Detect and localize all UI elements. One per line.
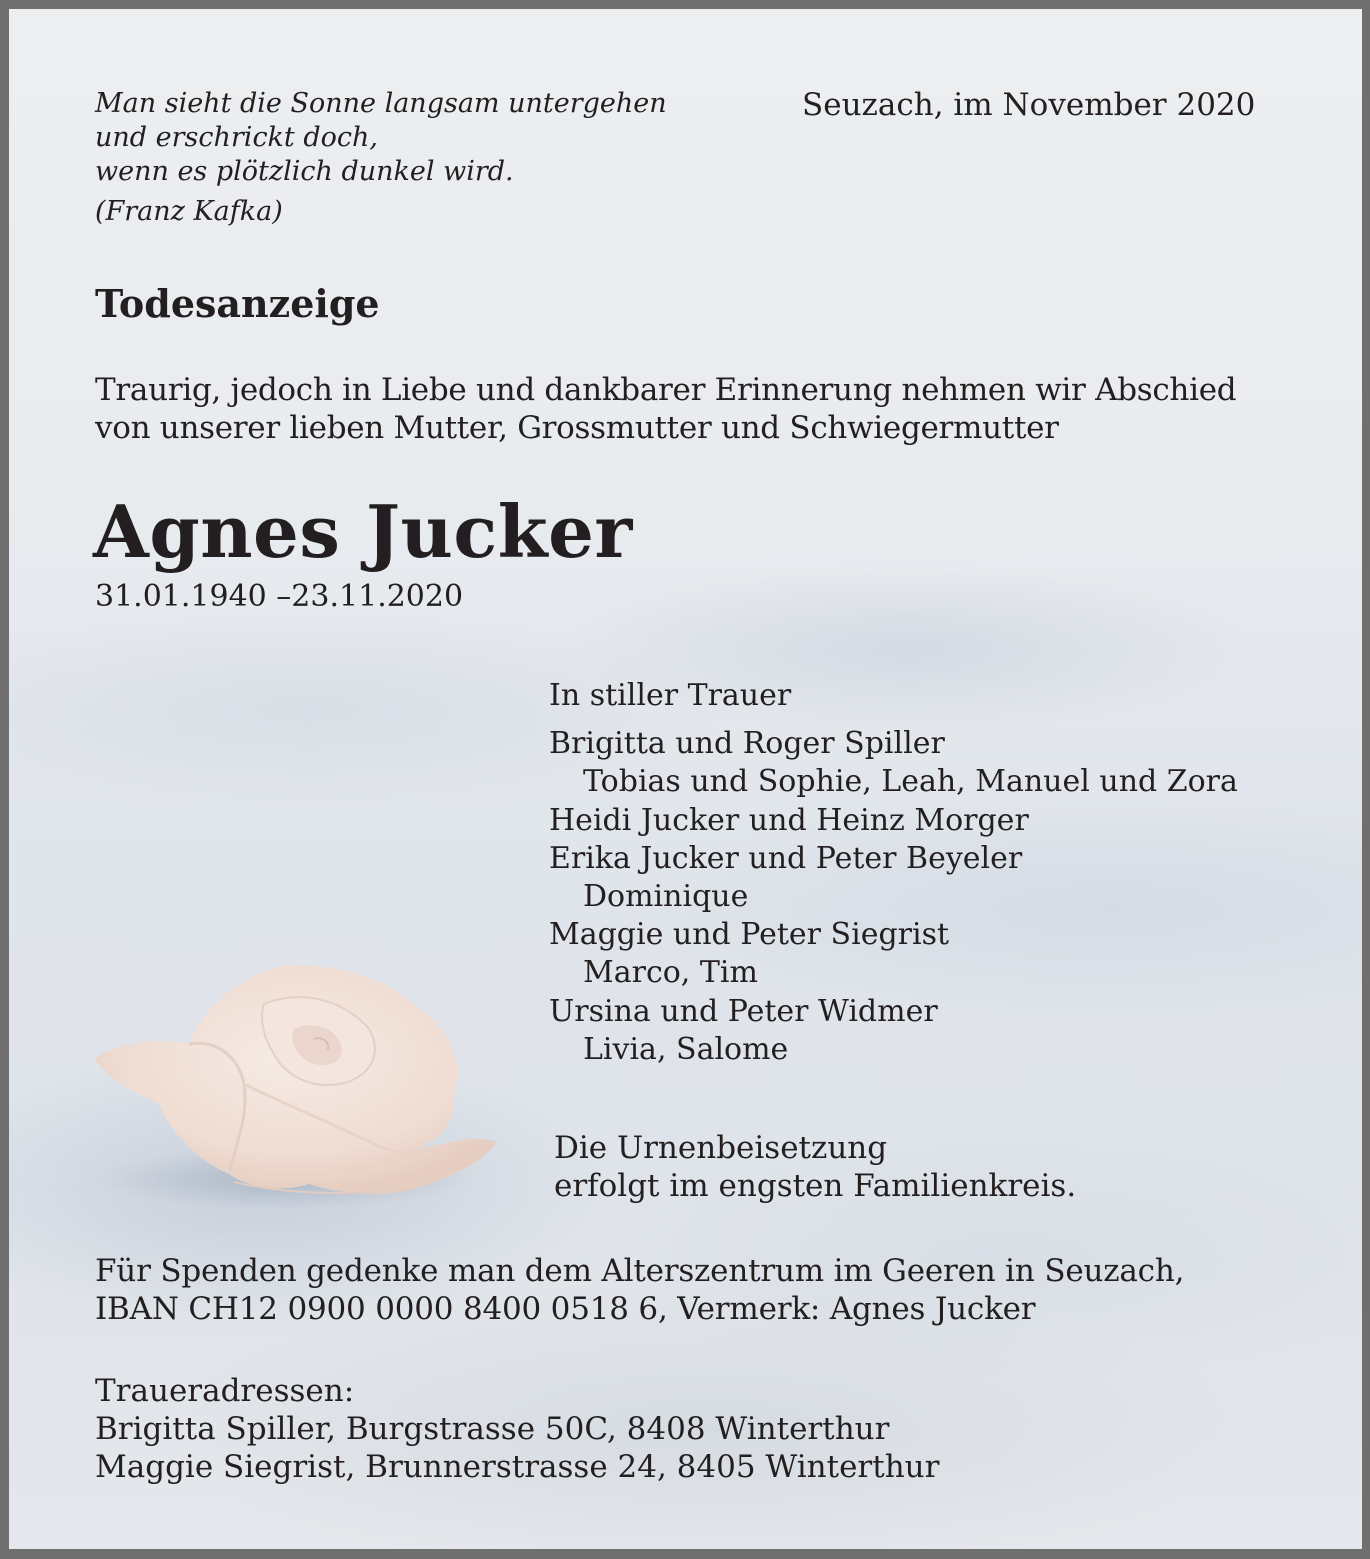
burial-line: erfolgt im engsten Familienkreis. (554, 1168, 1077, 1204)
notice-title: Todesanzeige (95, 281, 380, 326)
mourner-line: Heidi Jucker und Heinz Morger (549, 802, 1029, 838)
obituary-sheet (9, 9, 1362, 1549)
mourner-line: Ursina und Peter Widmer (549, 993, 938, 1029)
quote-author: (Franz Kafka) (95, 196, 283, 227)
mourner-line: Erika Jucker und Peter Beyeler (549, 840, 1023, 876)
quote-line: Man sieht die Sonne langsam untergehen (95, 88, 667, 119)
mourner-line: Brigitta und Roger Spiller (549, 726, 945, 762)
addresses-heading: Traueradressen: (95, 1373, 355, 1409)
intro-text (95, 371, 1236, 447)
donation-line: IBAN CH12 0900 0000 8400 0518 6, Vermerk: Agnes Jucker (95, 1291, 1036, 1327)
mourner-line: Livia, Salome (583, 1031, 789, 1067)
rose-image (84, 944, 504, 1214)
donation-line: Für Spenden gedenke man dem Alterszentrum im Geeren in Seuzach, (95, 1253, 1185, 1289)
burial-notice (554, 1129, 1076, 1205)
kafka-quote (95, 87, 667, 229)
mourners-list (549, 677, 1238, 1069)
mourning-addresses (95, 1372, 939, 1486)
burial-line: Die Urnenbeisetzung (554, 1130, 888, 1166)
quote-line: und erschrickt doch, (95, 122, 378, 153)
life-dates: 31.01.1940 –23.11.2020 (95, 579, 464, 614)
mourners-heading: In stiller Trauer (549, 678, 792, 713)
quote-line: wenn es plötzlich dunkel wird. (95, 156, 514, 187)
deceased-name: Agnes Jucker (93, 489, 633, 574)
address-line: Maggie Siegrist, Brunnerstrasse 24, 8405 Winterthur (95, 1449, 940, 1485)
intro-line: von unserer lieben Mutter, Grossmutter und Schwiegermutter (95, 410, 1059, 446)
place-date: Seuzach, im November 2020 (802, 87, 1256, 123)
mourner-line: Dominique (583, 879, 749, 915)
mourner-line: Maggie und Peter Siegrist (549, 917, 950, 953)
donation-info (95, 1252, 1184, 1328)
mourner-line: Marco, Tim (583, 955, 758, 991)
address-line: Brigitta Spiller, Burgstrasse 50C, 8408 Winterthur (95, 1411, 890, 1447)
intro-line: Traurig, jedoch in Liebe und dankbarer Erinnerung nehmen wir Abschied (95, 372, 1237, 408)
mourner-line: Tobias und Sophie, Leah, Manuel und Zora (583, 764, 1238, 800)
